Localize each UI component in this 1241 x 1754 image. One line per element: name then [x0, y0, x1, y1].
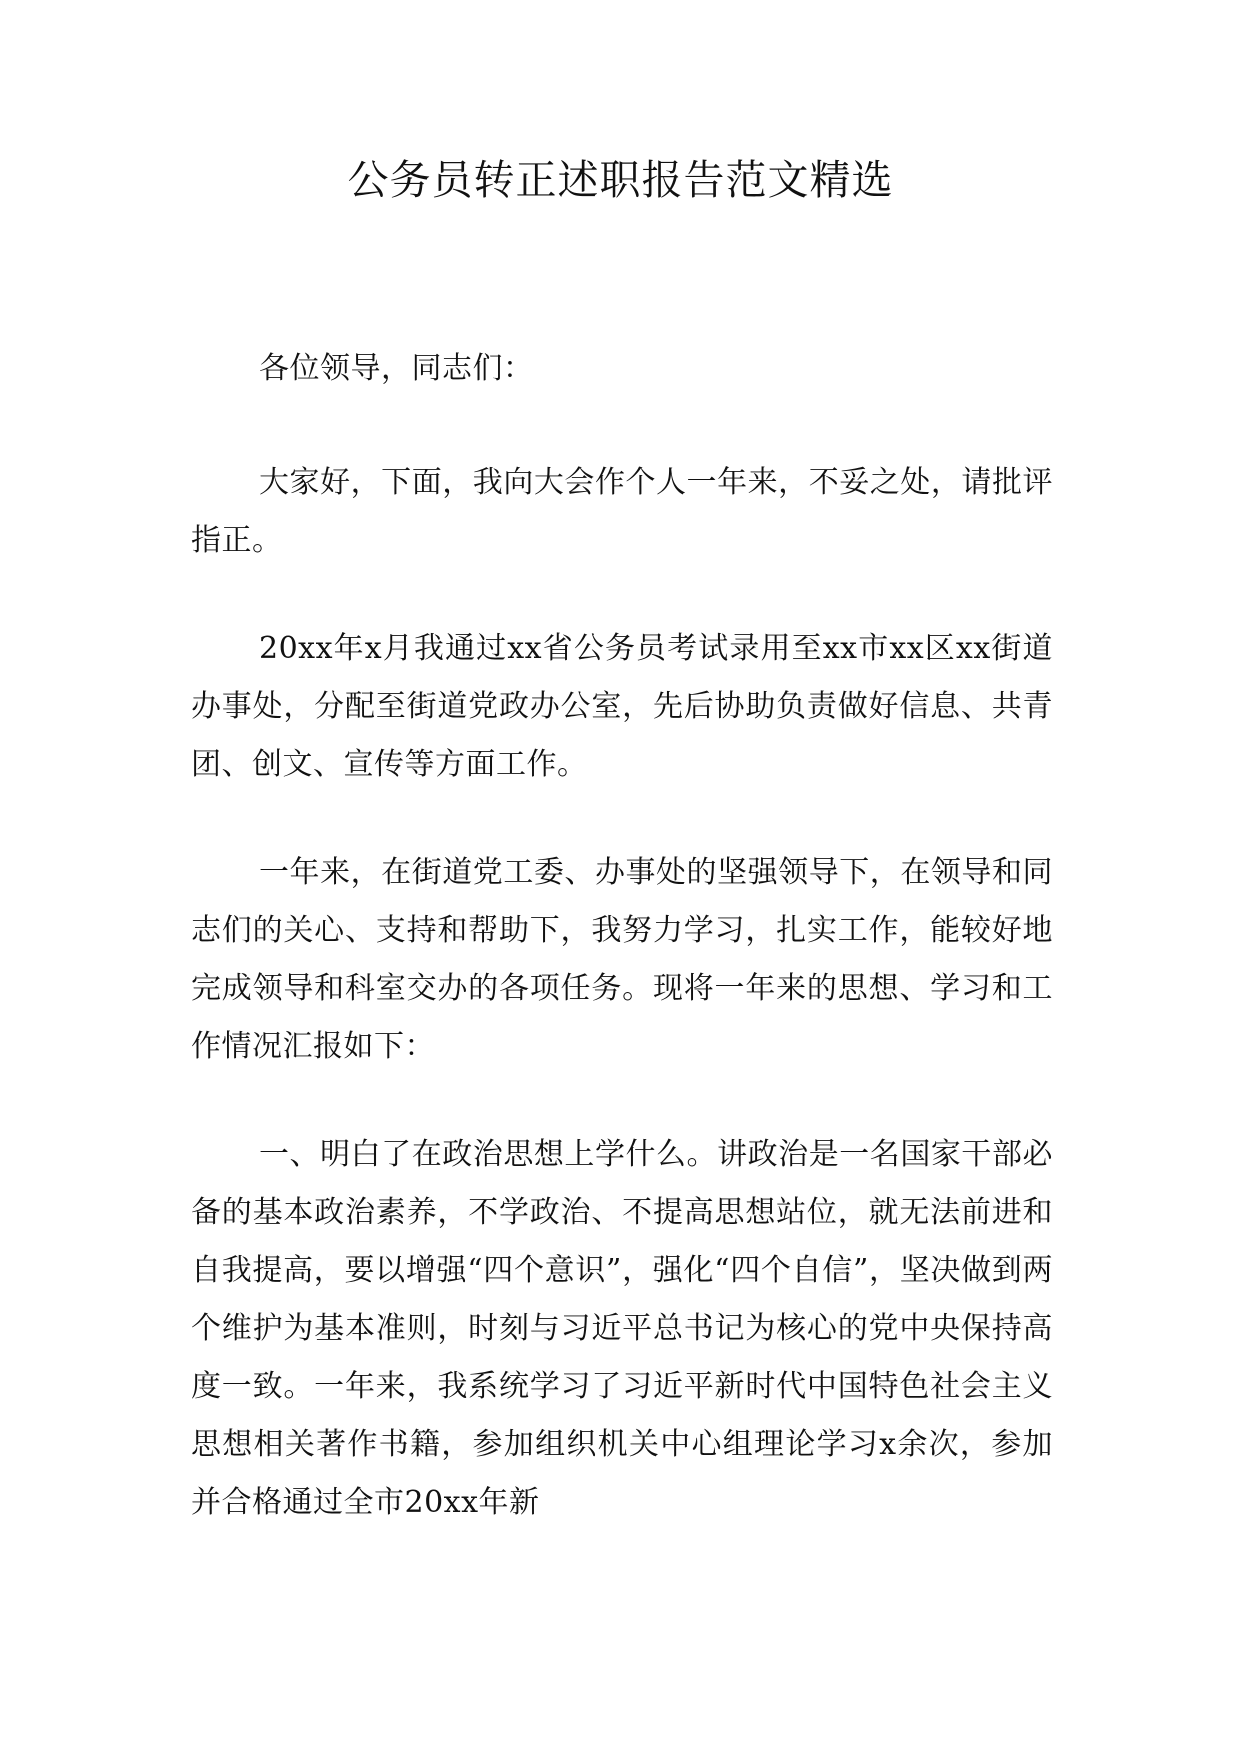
paragraph-greeting: 各位领导，同志们：: [259, 351, 534, 386]
paragraph-summary-intro: 一年来，在街道党工委、办事处的坚强领导下，在领导和同志们的关心、支持和帮助下，我努力学习，扎实工作，能较好地完成领导和科室交办的各项任务。现将一年来的思想、学习和工作情况汇报如下：: [191, 855, 1053, 1064]
document-title: 公务员转正述职报告范文精选: [347, 156, 894, 204]
paragraph-political-study: 一、明白了在政治思想上学什么。讲政治是一名国家干部必备的基本政治素养，不学政治、不提高思想站位，就无法前进和自我提高，要以增强“四个意识”，强化“四个自信”，坚决做到两个维护为基本准则，时刻与习近平总书记为核心的党中央保持高度一致。一年来，我系统学习了习近平新时代中国特色社会主义思想相关著作书籍，参加组织机关中心组理论学习x余次，参加并合格通过全市20xx年新: [191, 1137, 1053, 1520]
document-body: [191, 340, 1053, 1582]
paragraph-background: 20xx年x月我通过xx省公务员考试录用至xx市xx区xx街道办事处，分配至街道党政办公室，先后协助负责做好信息、共青团、创文、宣传等方面工作。: [191, 631, 1053, 782]
paragraph-opening: 大家好，下面，我向大会作个人一年来，不妥之处，请批评指正。: [191, 465, 1053, 558]
